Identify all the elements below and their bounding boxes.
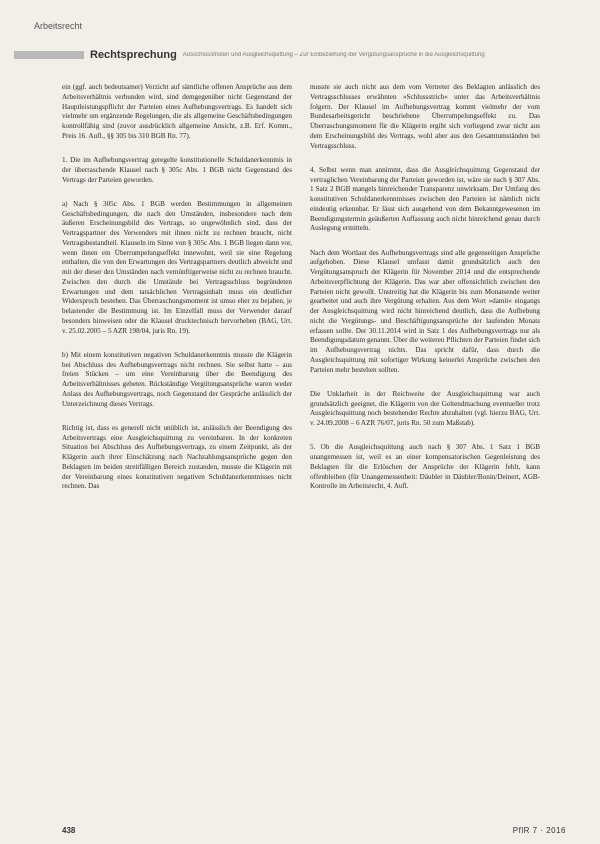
journal-reference: PflR 7 · 2016 [512,826,566,835]
paragraph: Die Unklarheit in der Reichweite der Ausgleichsquittung war auch grundsätzlich geeignet, die Klägerin von der Geltendmachung eventueller trotz Ausgleichsquittung noch bestehender Rechte abzuhalten (vgl. hierzu BAG, Urt. v. 24.09.2008 – 6 AZR 76/07, juris Rn. 50 zum Maßstab). [310,389,540,427]
right-column [310,83,540,492]
left-column [62,83,292,492]
paragraph: Nach dem Wortlaut des Aufhebungsvertrags sind alle gegenseitigen Ansprüche aufgehoben. Diese Klausel umfasst damit grundsätzlich auch den Vergütungsanspruch der Klägerin für November 2014 und die entsprechende Arbeitsverpflichtung der Klägerin. Das war aber offensichtlich zwischen den Parteien nicht gewollt. Unstreitig hat die Klägerin bis zum Monatsende weiter gearbeitet und auch ihre Vergütung erhalten. Aus dem Wort »damit« eingangs der Ausgleichsquittung wird nicht hinreichend deutlich, dass die Aufhebung nicht die Vergütungs- und Beschäftigungsansprüche der laufenden Monats erfassen sollte. Der 30.11.2014 wird in Satz 1 des Aufhebungsvertrags nur als Beendigungsdatum genannt. Über die weiteren Pflichten der Parteien findet sich im Aufhebungsvertrag nichts. Das spricht dafür, dass durch die Ausgleichsquittung mit sofortiger Wirkung keinerlei Ansprüche zwischen den Parteien mehr bestehen sollten. [310,248,540,374]
paragraph: 5. Ob die Ausgleichsquittung auch nach § 307 Abs. 1 Satz 1 BGB unangemessen ist, weil es an einer kompensatorischen Gegenleistung des Beklagten für die Erlöschen der Ansprüche der Klägerin fehlt, kann offenbleiben (für Unangemessenheit: Däubler in Däubler/Bonin/Deinert, AGB-Kontrolle im Arbeitsrecht, 4. Aufl. [310,443,540,491]
section-label: Arbeitsrecht [34,21,83,31]
paragraph: 4. Selbst wenn man annimmt, dass die Ausgleichsquittung Gegenstand der vertraglichen Vereinbarung der Parteien geworden ist, wäre sie nach § 307 Abs. 1 Satz 2 BGB mangels hinreichender Transparenz unwirksam. Der Umfang des konstitutiven Schuldanerkenntnisses zwischen den Parteien ist nämlich nicht eindeutig erkennbar. Er lässt sich ausgehend von dem Bekanntgewesenen im Beendigungstermin geäußerten Auffassung auch nicht hinreichend genau durch Auslegung ermitteln. [310,165,540,233]
paragraph: ein (ggf. auch bedeutsamer) Verzicht auf sämtliche offenen Ansprüche aus dem Arbeitsverhältnis verbunden wird, sind demgegenüber nicht Gegenstand der Hauptleistungspflicht der Parteien eines Aufhebungsvertrags. Es handelt sich vielmehr um ergänzende Regelungen, die als allgemeine Geschäftsbedingungen kontrollfähig sind (zuvor ausdrücklich allgemeine Ansicht, z.B. Erf. Komm., Preis 16. Aufl., §§ 305 bis 310 BGB Rn. 77). [62,83,292,140]
page-footer [0,826,600,840]
paragraph: 1. Die im Aufhebungsvertrag geregelte konstitutionelle Schuldanerkenntnis in der überraschende Klausel nach § 305c Abs. 1 BGB nicht Gegenstand des Vertrags der Parteien geworden. [62,156,292,184]
paragraph: b) Mit einem konstitutiven negativen Schuldanerkenntnis musste die Klägerin bei Abschluss des Aufhebungsvertrags nicht rechnen. Sie selbst hatte – aus freien Stücken – um eine Vereinbarung über die Beendigung des Arbeitsverhältnisses gebeten. Rückständige Vergütungsansprüche waren weder Anlass des Aufhebungsvertrags, noch Gegenstand der Gespräche anlässlich der Unterzeichnung dieses Vertrags. [62,350,292,408]
page-number: 438 [62,826,76,835]
header-title: Rechtsprechung [90,49,177,61]
paragraph: musste sie auch nicht aus dem vom Vertreter des Beklagten anlässlich des Vertragsschlusses erwähnten »Schlussstrich« unter das Arbeitsverhältnis folgern. Der Klausel im Aufhebungsvertrag kommt vielmehr der vom Bundesarbeitsgericht beschriebene Überrumpelungseffekt zu. Das Überraschungsmoment für die Klägerin ergibt sich vorliegend zwar nicht aus dem Erscheinungsbild des Vertrags, wohl aber aus den Gesamtumständen bei Vertragsschluss. [310,83,540,150]
paragraph: Richtig ist, dass es generell nicht unüblich ist, anlässlich der Beendigung des Arbeitsvertrags eine Ausgleichsquittung zu vereinbaren. In der konkreten Situation bei Abschluss des Aufhebungsvertrags, zu einem Zeitpunkt, als der Klägerin auch ihrer Einschätzung nach Nachzahlungsansprüche gegen den Beklagten im beiden streitfälligen Bereich zustanden, musste die Klägerin mit der Vereinbarung eines konstitutiven negativen Schuldanerkenntnisses nicht rechnen. Das [62,423,292,491]
paragraph: a) Nach § 305c Abs. 1 BGB werden Bestimmungen in allgemeinen Geschäftsbedingungen, die nach den Umständen, insbesondere nach dem äußeren Erscheinungsbild des Vertrags, so ungewöhnlich sind, dass der Vertragspartner des Verwenders mit ihnen nicht zu rechnen braucht, nicht Vertragsbestandteil. Klauseln im Sinne von § 305c Abs. 1 BGB liegen dann vor, wenn ihnen ein Überrumpelungseffekt innewohnt, weil sie eine Regelung enthalten, die von den Erwartungen des Vertragspartners deutlich abweicht und mit der dieser den Umständen nach vernünftigerweise nicht zu rechnen braucht. Zwischen den durch die Umstände bei Vertragsschluss begründeten Erwartungen und dem tatsächlichen Vertragsinhalt muss ein deutlicher Widerspruch bestehen. Das Überraschungsmoment ist umso eher zu bejahen, je belastender die Bestimmung ist. Im Einzelfall muss der Verwender darauf besonders hinweisen oder die Klausel drucktechnisch hervorheben (BAG, Urt. v. 25.02.2005 – 5 AZR 198/04, juris Rn. 19). [62,199,292,335]
header-marker [14,51,84,59]
running-header [0,47,600,63]
header-subtitle: Ausschlussfristen und Ausgleichsquittung – Zur Einbeziehung der Vergütungsansprüche in die Ausgleichsquittung [182,52,485,58]
